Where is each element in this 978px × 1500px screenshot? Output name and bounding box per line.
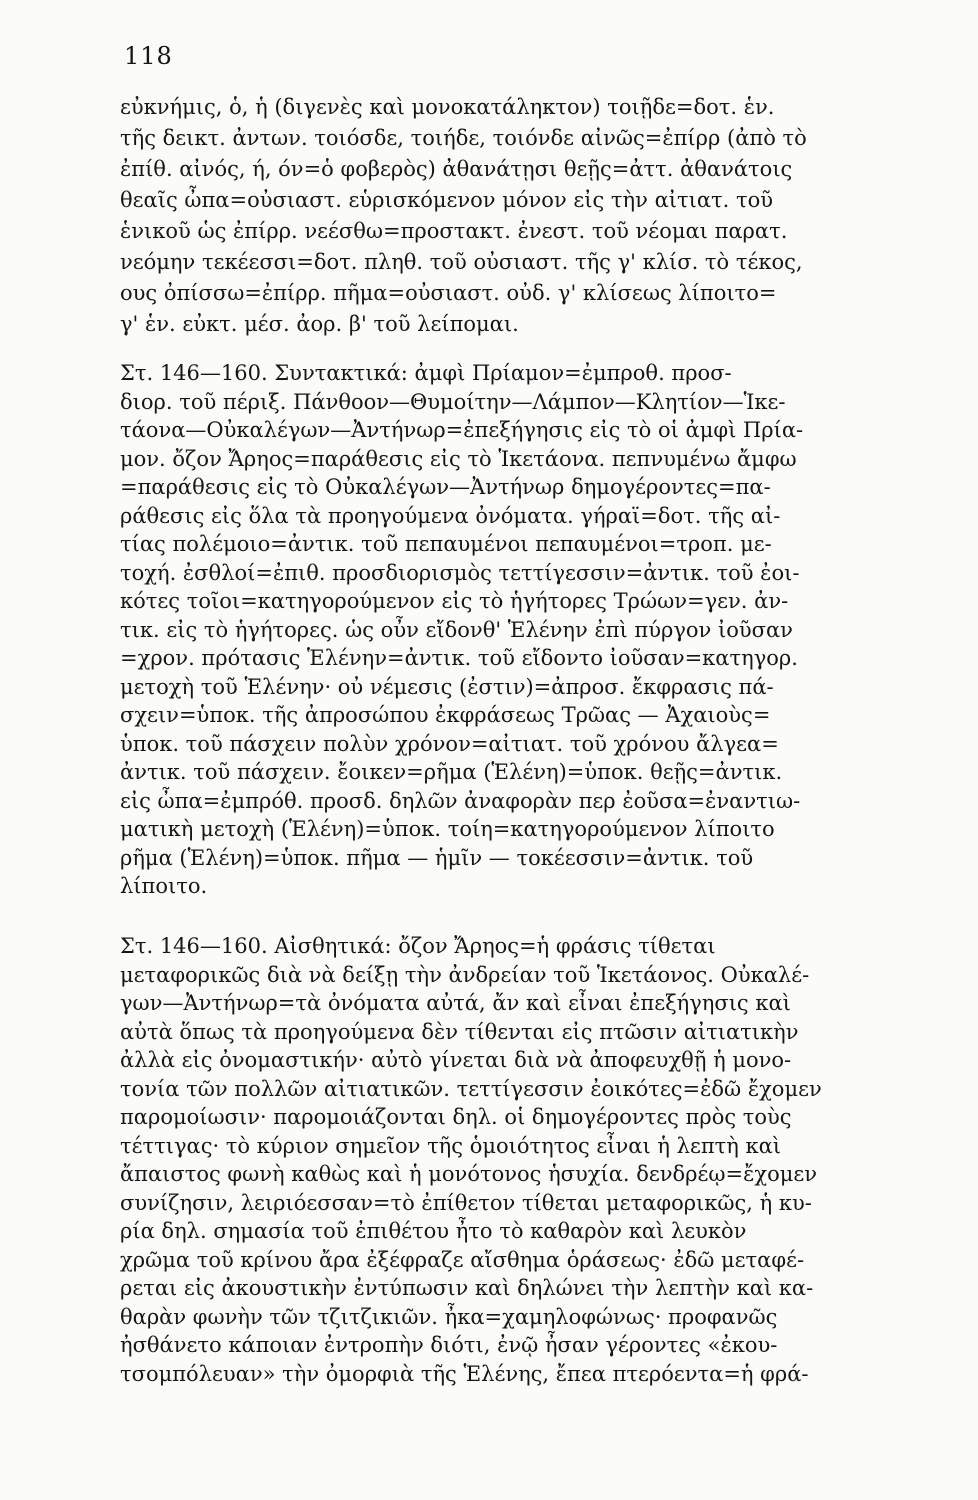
- text-line: ἐπίθ. αἰνός, ή, όν=ὁ φοβερὸς) ἀθανάτῃσι θεῇς=ἀττ. ἀθανάτοις: [120, 157, 793, 181]
- text-line: εὐκνήμις, ὁ, ἡ (διγενὲς καὶ μονοκατάληκτον) τοιῇδε=δοτ. ἑν.: [120, 95, 775, 119]
- text-line: θεαῖς ὦπα=οὐσιαστ. εὑρισκόμενον μόνον εἰς τὴν αἰτιατ. τοῦ: [120, 188, 774, 212]
- text-line: μετοχὴ τοῦ Ἑλένην· οὐ νέμεσις (ἐστιν)=ἀπροσ. ἔκφρασις πά-: [120, 674, 774, 699]
- page-number: 118: [124, 42, 173, 70]
- text-line: διορ. τοῦ πέριξ. Πάνθοον—Θυμοίτην—Λάμπον—Κλητίον—Ἱκε-: [120, 389, 786, 414]
- text-line: =χρον. πρότασις Ἑλένην=ἀντικ. τοῦ εἴδοντο ἰοῦσαν=κατηγορ.: [120, 646, 798, 670]
- text-line: μον. ὄζον Ἄρηος=παράθεσις εἰς τὸ Ἱκετάονα. πεπνυμένω ἄμφω: [120, 446, 797, 471]
- text-line: ρεται εἰς ἀκουστικὴν ἐντύπωσιν καὶ δηλώνει τὴν λεπτὴν καὶ κα-: [120, 1276, 814, 1300]
- text-line: ἠσθάνετο κάποιαν ἐντροπὴν διότι, ἐνῷ ἦσαν γέροντες «ἐκου-: [120, 1333, 778, 1357]
- text-line: χρῶμα τοῦ κρίνου ἄρα ἐξέφραζε αἴσθημα ὁράσεως· ἐδῶ μεταφέ-: [120, 1247, 805, 1272]
- text-line: κότες τοῖοι=κατηγορούμενον εἰς τὸ ἡγήτορες Τρώων=γεν. ἀν-: [120, 589, 789, 613]
- paragraph-syntax: [120, 359, 966, 901]
- paragraph-glossary: [120, 92, 966, 340]
- text-line: τίας πολέμοιο=ἀντικ. τοῦ πεπαυμένοι πεπαυμένοι=τροπ. με-: [120, 532, 772, 556]
- text-line: ματικὴ μετοχὴ (Ἑλένη)=ὑποκ. τοίη=κατηγορούμενον λίποιτο: [120, 817, 775, 841]
- text-line: αὐτὰ ὅπως τὰ προηγούμενα δὲν τίθενται εἰς πτῶσιν αἰτιατικὴν: [120, 1019, 799, 1044]
- text-line: παρομοίωσιν· παρομοιάζονται δηλ. οἱ δημογέροντες πρὸς τοὺς: [120, 1105, 792, 1129]
- text-line: μεταφορικῶς διὰ νὰ δείξῃ τὴν ἀνδρείαν τοῦ Ἱκετάονος. Οὐκαλέ-: [120, 962, 810, 987]
- text-line: θαρὰν φωνὴν τῶν τζιτζικιῶν. ἦκα=χαμηλοφώνως· προφανῶς: [120, 1304, 778, 1329]
- text-line: τοχή. ἐσθλοί=ἐπιθ. προσδιορισμὸς τεττίγεσσιν=ἀντικ. τοῦ ἐοι-: [120, 560, 800, 585]
- text-line: ράθεσις εἰς ὅλα τὰ προηγούμενα ὀνόματα. γήραϊ=δοτ. τῆς αἰ-: [120, 503, 781, 528]
- text-line: ἄπαιστος φωνὴ καθὼς καὶ ἡ μονότονος ἡσυχία. δενδρέῳ=ἔχομεν: [120, 1162, 818, 1186]
- text-line: γων—Ἀντήνωρ=τὰ ὀνόματα αὐτά, ἄν καὶ εἶναι ἐπεξήγησις καὶ: [120, 991, 791, 1015]
- text-line: ὑποκ. τοῦ πάσχειν πολὺν χρόνον=αἰτιατ. τοῦ χρόνου ἄλγεα=: [120, 731, 779, 756]
- text-line: Στ. 146—160. Συντακτικά: ἀμφὶ Πρίαμον=ἐμπροθ. προσ-: [120, 361, 732, 385]
- text-line: γ' ἑν. εὐκτ. μέσ. ἀορ. β' τοῦ λείπομαι.: [120, 312, 519, 336]
- text-line: =παράθεσις εἰς τὸ Οὐκαλέγων—Ἀντήνωρ δημογέροντες=πα-: [120, 475, 771, 499]
- text-line: ρία δηλ. σημασία τοῦ ἐπιθέτου ἦτο τὸ καθαρὸν καὶ λευκὸν: [120, 1219, 747, 1243]
- text-line: ἀντικ. τοῦ πάσχειν. ἔοικεν=ρῆμα (Ἑλένη)=ὑποκ. θεῇς=ἀντικ.: [120, 760, 783, 784]
- text-line: ἑνικοῦ ὡς ἐπίρρ. νεέσθω=προστακτ. ἐνεστ. τοῦ νέομαι παρατ.: [120, 219, 788, 243]
- paragraph-aesthetics: [120, 932, 966, 1388]
- text-line: λίποιτο.: [120, 874, 208, 898]
- text-line: σχειν=ὑποκ. τῆς ἀπροσώπου ἐκφράσεως Τρῶας — Ἀχαιοὺς=: [120, 703, 771, 727]
- text-line: τάονα—Οὐκαλέγων—Ἀντήνωρ=ἐπεξήγησις εἰς τὸ οἱ ἀμφὶ Πρία-: [120, 418, 804, 442]
- text-line: τῆς δεικτ. ἀντων. τοιόσδε, τοιήδε, τοιόνδε αἰνῶς=ἐπίρρ (ἀπὸ τὸ: [120, 126, 807, 150]
- text-line: τικ. εἰς τὸ ἡγήτορες. ὡς οὖν εἴδονθ' Ἑλένην ἐπὶ πύργον ἰοῦσαν: [120, 617, 793, 642]
- text-line: Στ. 146—160. Αἰσθητικά: ὄζον Ἄρηος=ἡ φράσις τίθεται: [120, 934, 716, 958]
- text-line: τονία τῶν πολλῶν αἰτιατικῶν. τεττίγεσσιν ἐοικότες=ἐδῶ ἔχομεν: [120, 1076, 822, 1101]
- text-line: εἰς ὦπα=ἐμπρόθ. προσδ. δηλῶν ἀναφορὰν περ ἐοῦσα=ἐναντιω-: [120, 788, 801, 813]
- text-line: ἀλλὰ εἰς ὀνομαστικήν· αὐτὸ γίνεται διὰ νὰ ἀποφευχθῇ ἡ μονο-: [120, 1048, 792, 1072]
- text-line: νεόμην τεκέεσσι=δοτ. πληθ. τοῦ οὐσιαστ. τῆς γ' κλίσ. τὸ τέκος,: [120, 250, 803, 274]
- text-line: ρῆμα (Ἑλένη)=ὑποκ. πῆμα — ἡμῖν — τοκέεσσιν=ἀντικ. τοῦ: [120, 845, 754, 870]
- text-line: ους ὀπίσσω=ἐπίρρ. πῆμα=οὐσιαστ. οὐδ. γ' κλίσεως λίποιτο=: [120, 281, 777, 305]
- text-line: τσομπόλευαν» τὴν ὀμορφιὰ τῆς Ἑλένης, ἔπεα πτερόεντα=ἡ φρά-: [120, 1361, 809, 1386]
- text-line: τέττιγας· τὸ κύριον σημεῖον τῆς ὁμοιότητος εἶναι ἡ λεπτὴ καὶ: [120, 1133, 782, 1158]
- text-line: συνίζησιν, λειριόεσσαν=τὸ ἐπίθετον τίθεται μεταφορικῶς, ἡ κυ-: [120, 1190, 812, 1215]
